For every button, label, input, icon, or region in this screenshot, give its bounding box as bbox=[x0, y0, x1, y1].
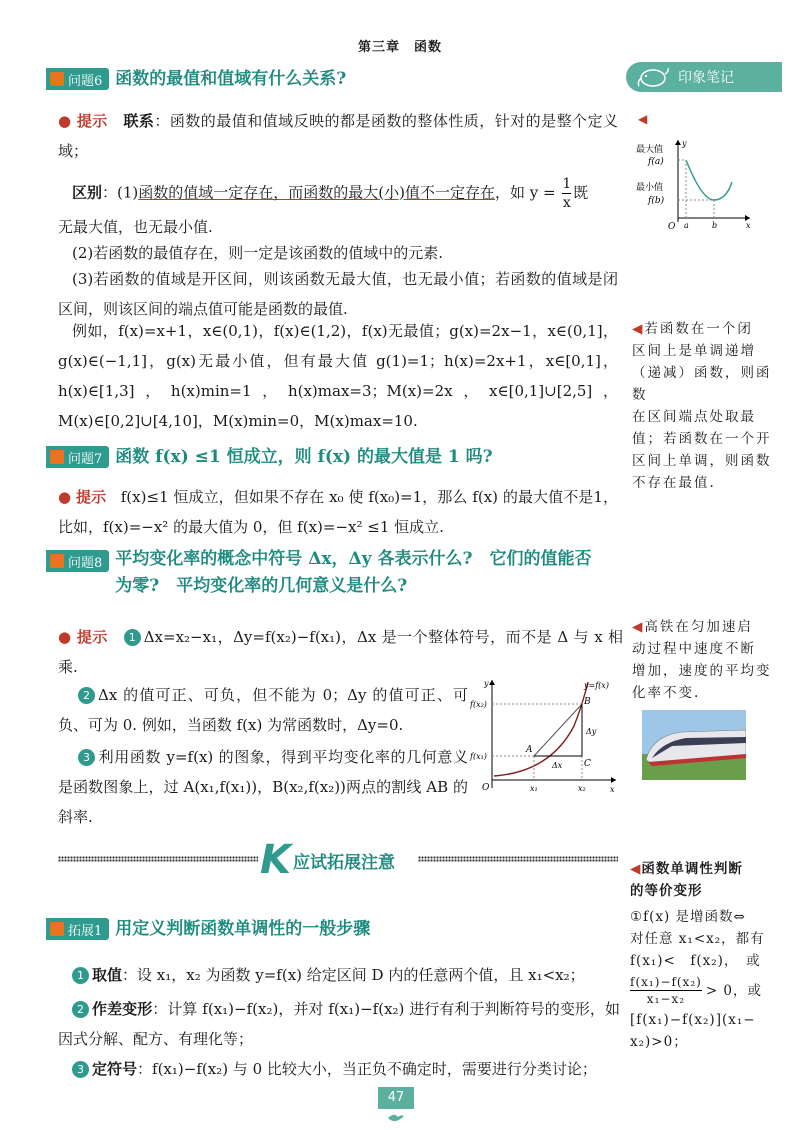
average-rate-graph bbox=[470, 676, 620, 794]
step-number: 1 bbox=[72, 967, 89, 984]
fb-label: f(b) bbox=[648, 196, 665, 206]
chapter-header: 第三章 函数 bbox=[357, 40, 442, 55]
pointer-icon: ◀ bbox=[632, 321, 645, 337]
question-title: 函数 f(x) ≤1 恒成立，则 f(x) 的最大值是 1 吗? bbox=[115, 447, 493, 467]
fraction: $\frac{1}{x}$ bbox=[562, 176, 572, 211]
book-icon bbox=[50, 450, 64, 464]
pointer-icon: ◀ bbox=[632, 619, 645, 635]
extension-1-header bbox=[46, 918, 616, 944]
hint-label: 提示 bbox=[76, 488, 107, 506]
paragraph-text: f(x)≤1 恒成立，但如果不存在 x₀ 使 f(x₀)=1，那么 f(x) 的最大值不是1，比如，f(x)=−x² 的最大值为 0，但 f(x)=−x² ≤1 恒成立. bbox=[58, 488, 618, 536]
pointer-icon: ◀ bbox=[638, 112, 648, 126]
paragraph-text: ：函数的最值和值域反映的都是函数的整体性质，针对的是整个定义域； bbox=[58, 112, 618, 160]
text: 既 bbox=[573, 183, 589, 202]
paragraph-text: Δx=x₂−x₁，Δy=f(x₂)−f(x₁)，Δx 是一个整体符号，而不是 Δ 与 x 相乘. bbox=[58, 628, 623, 676]
max-min-graph bbox=[634, 138, 754, 230]
extension-tag: 拓展1 bbox=[46, 918, 109, 940]
dy-label: Δy bbox=[586, 727, 597, 736]
q7-hint-paragraph bbox=[58, 482, 618, 542]
leaf-icon: ● bbox=[58, 628, 72, 646]
x1-label: x₁ bbox=[530, 784, 538, 793]
step-number: 3 bbox=[72, 1061, 89, 1078]
q8-point-3 bbox=[58, 742, 468, 832]
bold-term: 联系 bbox=[123, 112, 155, 130]
paragraph-text: 无最大值，也无最小值. bbox=[58, 218, 213, 236]
ext1-step-1 bbox=[72, 960, 620, 990]
bold-term: 作差变形 bbox=[92, 1000, 153, 1018]
extension-title: 用定义判断函数单调性的一般步骤 bbox=[115, 919, 371, 939]
paragraph-text: (2)若函数的最值存在，则一定是该函数的值域中的元素. bbox=[72, 244, 444, 262]
min-label: 最小值 bbox=[636, 183, 664, 193]
q6-difference bbox=[72, 175, 620, 212]
section-letter: K bbox=[260, 837, 291, 883]
dotted-rule bbox=[418, 856, 618, 862]
leaf-icon: ● bbox=[58, 112, 72, 130]
point-b-label: B bbox=[584, 697, 591, 707]
sidebar-note-2: ◀高铁在匀加速启 动过程中速度不断 增加，速度的平均变 化率不变. bbox=[632, 619, 772, 701]
elephant-icon bbox=[636, 66, 670, 88]
bold-term: 定符号 bbox=[92, 1060, 138, 1078]
step-number: 3 bbox=[78, 749, 95, 766]
fraction: f(x₁)−f(x₂) x₁−x₂ bbox=[630, 975, 702, 1006]
curve-label: y=f(x) bbox=[584, 681, 609, 690]
question-7-header bbox=[46, 446, 616, 472]
section-divider bbox=[58, 837, 618, 883]
book-icon bbox=[50, 72, 64, 86]
axis-label: y bbox=[682, 139, 687, 148]
origin-label: O bbox=[482, 783, 490, 793]
b-label: b bbox=[712, 221, 718, 230]
question-title: 函数的最值和值域有什么关系? bbox=[115, 69, 347, 89]
question-6-header bbox=[46, 68, 616, 94]
sidebar-note-1: ◀若函数在一个闭 区间上是单调递增 （递减）函数，则函数 在区间端点处取最 值；若函数在一个开 区间上单调，则函数 不存在最值. bbox=[632, 321, 772, 491]
origin-label: O bbox=[668, 222, 676, 230]
point-c-label: C bbox=[584, 759, 591, 769]
q8-point-2 bbox=[58, 680, 468, 740]
fx1-label: f(x₁) bbox=[470, 752, 487, 761]
hint-label: 提示 bbox=[76, 628, 108, 646]
a-label: a bbox=[684, 221, 689, 230]
page-number: 47 bbox=[378, 1087, 414, 1109]
q6-hint-paragraph bbox=[58, 106, 618, 166]
q8-hint-paragraph bbox=[58, 622, 623, 682]
step-number: 1 bbox=[124, 629, 141, 646]
paragraph-text: ：设 x₁，x₂ 为函数 y=f(x) 给定区间 D 内的任意两个值，且 x₁<x₂； bbox=[122, 966, 585, 984]
paragraph-text: 利用函数 y=f(x) 的图象，得到平均变化率的几何意义是函数图象上，过 A(x₁,f(x₁))，B(x₂,f(x₂))两点的割线 AB 的斜率. bbox=[58, 748, 468, 826]
question-8-header bbox=[46, 550, 621, 600]
question-tag: 问题7 bbox=[46, 446, 109, 468]
bold-term: 区别 bbox=[72, 183, 103, 202]
sidebar-header bbox=[626, 62, 782, 92]
ext1-step-3 bbox=[72, 1054, 620, 1084]
axis-label: y bbox=[484, 679, 489, 688]
high-speed-train-image bbox=[642, 710, 746, 780]
book-icon bbox=[50, 554, 64, 568]
fx2-label: f(x₂) bbox=[470, 700, 487, 709]
dx-label: Δx bbox=[552, 761, 563, 770]
dotted-rule bbox=[58, 856, 258, 862]
hint-label: 提示 bbox=[76, 112, 108, 130]
point-a-label: A bbox=[526, 745, 533, 755]
question-title: 平均变化率的概念中符号 Δx，Δy 各表示什么? 它们的值能否 为零? 平均变化率的几何意义是什么? bbox=[115, 549, 592, 596]
bird-icon bbox=[386, 1112, 406, 1124]
fa-label: f(a) bbox=[648, 157, 664, 167]
question-tag: 问题6 bbox=[46, 68, 109, 90]
step-number: 2 bbox=[72, 1001, 89, 1018]
paragraph-text: ：f(x₁)−f(x₂) 与 0 比较大小，当正负不确定时，需要进行分类讨论； bbox=[137, 1060, 597, 1078]
paragraph-text: ：计算 f(x₁)−f(x₂)，并对 f(x₁)−f(x₂) 进行有利于判断符号的变形，如因式分解、配方、有理化等； bbox=[58, 1000, 620, 1048]
bold-term: 取值 bbox=[92, 966, 123, 984]
x2-label: x₂ bbox=[578, 784, 586, 793]
axis-label: x bbox=[746, 221, 751, 230]
text: ，如 y = bbox=[494, 183, 556, 202]
sidebar-title: 印象笔记 bbox=[678, 70, 734, 86]
axis-label: x bbox=[610, 785, 615, 794]
leaf-icon: ● bbox=[58, 488, 72, 506]
section-title bbox=[260, 837, 395, 883]
ext1-step-2 bbox=[58, 994, 620, 1054]
sidebar-note-3: ◀函数单调性判断 的等价变形 ①f(x) 是增函数⇔ 对任意 x₁<x₂，都有 f(x₁)< f(x₂)， 或 f(x₁)−f(x₂) x₁−x₂ > 0，或 [f(x₁)−f(x₂)](x₁− x₂)>0； bbox=[630, 858, 786, 1053]
book-icon bbox=[50, 922, 64, 936]
pointer-icon: ◀ bbox=[630, 861, 642, 877]
step-number: 2 bbox=[78, 687, 95, 704]
example-paragraph: 例如，f(x)=x+1，x∈(0,1)，f(x)∈(1,2)，f(x)无最值；g(x)=2x−1，x∈(0,1]，g(x)∈(−1,1]，g(x)无最小值，但有最大值 g(1)=1；h(x)=2x+1，x∈[0,1]，h(x)∈[1,3]，h(x)min=1，h(x)max=3；M(x)=2x，x∈[0,1]∪[2,5]，M(x)∈[0,2]∪[4,10]，M(x)min=0，M(x)max=10. bbox=[58, 322, 618, 430]
section-title-text: 应试拓展注意 bbox=[293, 852, 395, 873]
text: ：(1) bbox=[102, 183, 139, 202]
paragraph-text: (3)若函数的值域是开区间，则该函数无最大值，也无最小值；若函数的值域是闭区间，则该区间的端点值可能是函数的最值. bbox=[58, 270, 618, 318]
underlined-text: 函数的值域一定存在，而函数的最大(小)值不一定存在 bbox=[138, 183, 495, 202]
question-tag: 问题8 bbox=[46, 550, 109, 572]
fraction-line: f(x₁)−f(x₂) x₁−x₂ > 0，或 bbox=[630, 975, 763, 1006]
paragraph-text: Δx 的值可正、可负，但不能为 0；Δy 的值可正、可负、可为 0. 例如，当函数 f(x) 为常函数时，Δy=0. bbox=[58, 686, 468, 734]
max-label: 最大值 bbox=[636, 145, 664, 155]
